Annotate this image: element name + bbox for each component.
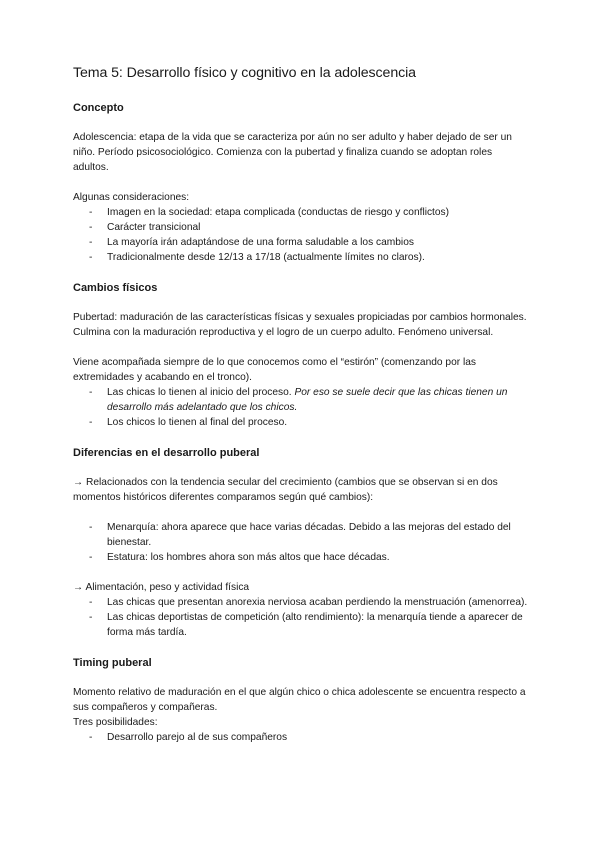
timing-paragraph-2: Tres posibilidades: [73, 717, 158, 728]
list-item: - Los chicos lo tienen al final del proceso. [89, 417, 288, 428]
diferencias-list-1 [73, 520, 528, 565]
list-item: - Carácter transicional [89, 222, 201, 233]
list-item: - Las chicas deportistas de competición (alto rendimiento): la menarquía tiende a aparecer de forma más tardía. [89, 612, 523, 638]
cambios-list [73, 385, 528, 430]
list-item: - Las chicas que presentan anorexia nerviosa acaban perdiendo la menstruación (amenorrea). [89, 597, 528, 608]
concepto-paragraph-2: Algunas consideraciones: [73, 192, 190, 203]
section-heading-timing-puberal: Timing puberal [73, 657, 152, 669]
section-heading-diferencias: Diferencias en el desarrollo puberal [73, 447, 260, 459]
list-item: - Estatura: los hombres ahora son más altos que hace décadas. [89, 552, 390, 563]
section-heading-concepto: Concepto [73, 102, 124, 114]
timing-list [73, 730, 528, 745]
diferencias-paragraph-2: → Alimentación, peso y actividad física [73, 582, 250, 593]
section-heading-cambios-fisicos: Cambios físicos [73, 282, 158, 294]
timing-paragraph-1: Momento relativo de maduración en el que algún chico o chica adolescente se encuentra respecto a sus compañeros y compañeras. [73, 687, 526, 713]
cambios-paragraph-2: Viene acompañada siempre de lo que conocemos como el “estirón” (comenzando por las extremidades y acabando en el tronco). [73, 357, 477, 383]
list-item: - Imagen en la sociedad: etapa complicada (conductas de riesgo y conflictos) [89, 207, 450, 218]
list-item: - Desarrollo parejo al de sus compañeros [89, 732, 288, 743]
list-item: - Las chicas lo tienen al inicio del proceso. Por eso se suele decir que las chicas tienen un desarrollo más adelantado que los chicos. [89, 387, 508, 413]
cambios-paragraph-1: Pubertad: maduración de las características físicas y sexuales propiciadas por cambios hormonales. Culmina con la maduración reproductiva y el logro de un cuerpo adulto. Fenómeno universal. [73, 312, 527, 338]
list-item: - Menarquía: ahora aparece que hace varias décadas. Debido a las mejoras del estado del bienestar. [89, 522, 511, 548]
concepto-paragraph-1: Adolescencia: etapa de la vida que se caracteriza por aún no ser adulto y haber dejado de ser un niño. Período psicosociológico. Comienza con la pubertad y finaliza cuando se adoptan roles adultos. [73, 132, 512, 173]
document-title: Tema 5: Desarrollo físico y cognitivo en la adolescencia [73, 65, 416, 81]
list-item: - Tradicionalmente desde 12/13 a 17/18 (actualmente límites no claros). [89, 252, 425, 263]
list-item: - La mayoría irán adaptándose de una forma saludable a los cambios [89, 237, 414, 248]
concepto-list [73, 205, 528, 265]
diferencias-list-2 [73, 595, 528, 640]
diferencias-paragraph-1: → Relacionados con la tendencia secular del crecimiento (cambios que se observan si en dos momentos históricos diferentes comparamos según qué cambios): [73, 477, 498, 503]
